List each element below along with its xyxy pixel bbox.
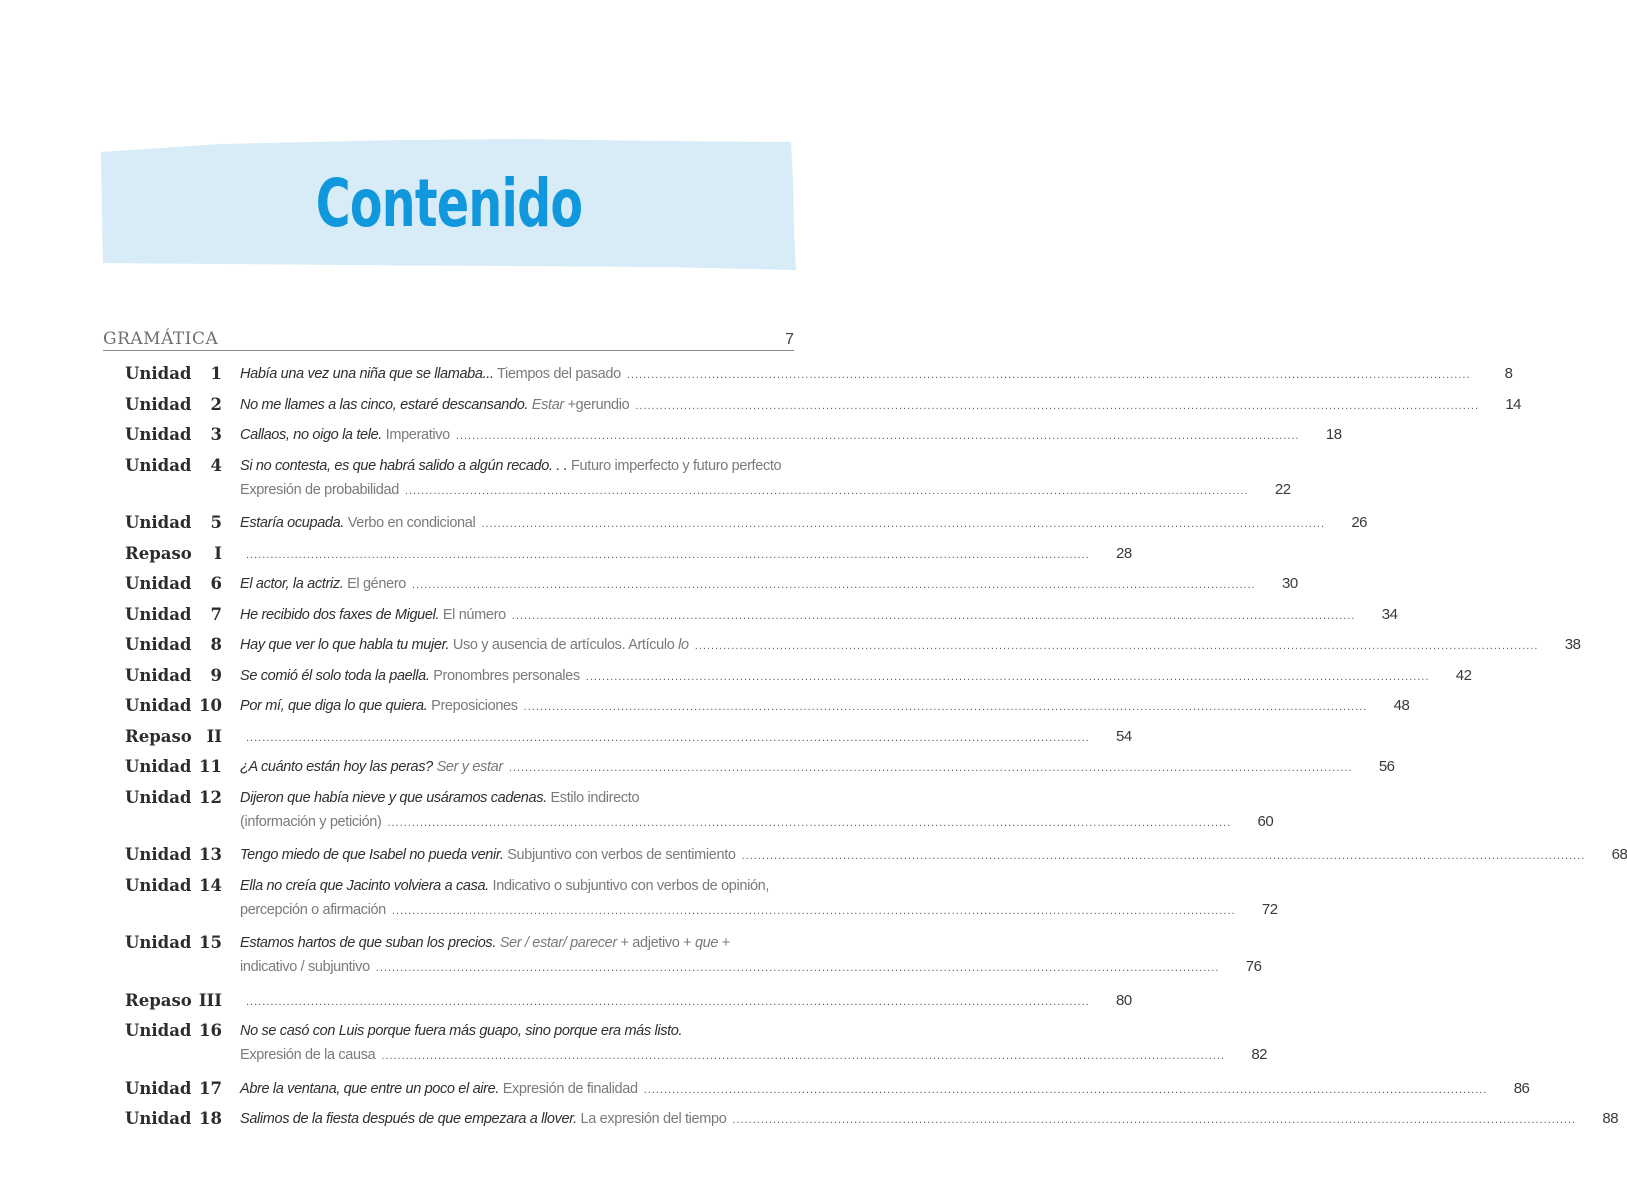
dot-leader	[481, 512, 1325, 536]
entry-number: 15	[199, 933, 222, 952]
grammar-topic: La expresión del tiempo	[576, 1111, 727, 1127]
entry-title	[240, 633, 689, 657]
entry-number: 7	[210, 604, 222, 624]
entry-line	[240, 786, 1273, 810]
grammar-topic: Verbo en condicional	[344, 515, 476, 531]
example-sentence: ¿A cuánto están hoy las peras?	[240, 759, 433, 775]
entry-kind: Unidad	[125, 845, 192, 864]
entry-line	[240, 362, 1513, 386]
entry-title	[240, 478, 399, 502]
grammar-topic: Ser / estar/ parecer	[496, 935, 617, 951]
grammar-topic: que	[694, 935, 719, 951]
entry-body	[240, 539, 1132, 566]
entry-line	[240, 725, 1132, 749]
grammar-topic: Expresión de la causa	[240, 1047, 376, 1063]
entry-number: 3	[210, 425, 222, 444]
entry-line	[240, 955, 1261, 979]
grammar-topic: El número	[439, 606, 506, 623]
toc-entry[interactable]	[103, 508, 1368, 539]
entry-line	[240, 423, 1342, 447]
example-sentence: Había una vez una niña que se llamaba...	[240, 366, 494, 382]
example-sentence: No me llames a las cinco, estaré descansando.	[240, 396, 529, 413]
dot-leader	[381, 1044, 1225, 1068]
entry-number: 13	[199, 845, 222, 864]
example-sentence: Estamos hartos de que suban los precios.	[240, 935, 497, 951]
toc-entry[interactable]	[103, 1074, 1530, 1105]
entry-number: 17	[199, 1078, 222, 1098]
entry-line	[240, 1043, 1267, 1067]
example-sentence: Si no contesta, es que habrá salido a algún recado. . .	[240, 457, 568, 474]
example-sentence: El actor, la actriz.	[240, 576, 344, 592]
toc-entry[interactable]	[103, 600, 1398, 631]
entry-body	[240, 600, 1397, 627]
dot-leader	[392, 899, 1236, 923]
entry-label	[103, 871, 240, 902]
entry-body	[240, 871, 1278, 922]
dot-leader	[695, 634, 1539, 658]
entry-title	[240, 694, 518, 718]
toc-entry[interactable]	[103, 1104, 1619, 1135]
page-number: 22	[1274, 480, 1291, 498]
entry-label	[103, 600, 240, 631]
dot-leader	[627, 363, 1471, 387]
page-title: Contenido	[315, 165, 583, 242]
entry-body	[240, 451, 1291, 502]
page-number: 34	[1381, 605, 1398, 623]
dot-leader	[405, 479, 1249, 503]
entry-body	[240, 508, 1367, 535]
entry-kind: Unidad	[125, 394, 192, 414]
entry-line	[240, 755, 1395, 779]
entry-label	[103, 569, 240, 600]
entry-line	[240, 664, 1471, 688]
grammar-topic: Estar	[528, 396, 564, 413]
example-sentence: Tengo miedo de que Isabel no pueda venir.	[240, 847, 504, 863]
entry-number: 6	[210, 574, 222, 593]
entry-label	[103, 691, 240, 722]
toc-entry[interactable]	[103, 986, 1132, 1017]
entry-number: 2	[210, 394, 222, 414]
entry-label	[103, 783, 240, 814]
entry-body	[240, 722, 1132, 749]
entry-line	[240, 572, 1298, 596]
dot-leader	[388, 811, 1232, 835]
dot-leader	[456, 424, 1300, 448]
entry-number: 9	[210, 665, 222, 685]
entry-label	[103, 1016, 240, 1047]
example-sentence: Ella no creía que Jacinto volviera a casa.	[240, 877, 489, 894]
entry-line	[240, 843, 1627, 867]
entry-kind: Unidad	[125, 875, 192, 895]
entry-kind: Unidad	[125, 1078, 192, 1098]
entry-line	[240, 454, 1291, 478]
entry-kind: Unidad	[125, 513, 192, 532]
entry-body	[240, 569, 1298, 596]
grammar-topic: Estilo indirecto	[546, 789, 640, 806]
entry-kind: Repaso	[125, 726, 192, 746]
section-page-number: 7	[785, 331, 794, 348]
toc-entry[interactable]	[103, 661, 1472, 692]
grammar-topic: Expresión de probabilidad	[240, 481, 399, 498]
entry-body	[240, 1016, 1267, 1067]
example-sentence: Abre la ventana, que entre un poco el aire.	[240, 1080, 500, 1097]
entry-number: 5	[210, 513, 222, 532]
toc-entry[interactable]	[103, 722, 1132, 753]
entry-line	[240, 989, 1132, 1013]
toc-entry[interactable]	[103, 359, 1513, 390]
entry-line	[240, 393, 1521, 417]
entry-line	[240, 511, 1367, 535]
entry-body	[240, 783, 1273, 834]
entry-label	[103, 539, 240, 570]
entry-body	[240, 630, 1580, 657]
entry-title	[240, 898, 386, 922]
entry-body	[240, 840, 1627, 867]
entry-body	[240, 1074, 1529, 1101]
entry-label	[103, 1074, 240, 1105]
toc-entry[interactable]	[103, 752, 1395, 783]
entry-number: 4	[210, 455, 222, 475]
entry-kind: Repaso	[125, 543, 192, 563]
grammar-topic: Tiempos del pasado	[493, 366, 621, 382]
entry-title	[240, 874, 769, 898]
toc-entry[interactable]	[103, 1016, 1268, 1067]
entry-line	[240, 633, 1580, 657]
entry-line	[240, 1019, 1267, 1043]
grammar-topic: Preposiciones	[427, 698, 518, 714]
entry-kind: Unidad	[125, 757, 192, 776]
page-number: 26	[1351, 514, 1368, 531]
entry-body	[240, 420, 1342, 447]
toc-entry[interactable]	[103, 871, 1278, 922]
entry-title	[240, 843, 736, 867]
entry-title	[240, 511, 475, 535]
grammar-topic: percepción o afirmación	[240, 901, 386, 918]
entry-kind: Unidad	[125, 933, 192, 952]
page-number: 38	[1564, 636, 1581, 653]
entry-kind: Unidad	[125, 635, 192, 654]
entry-number: 12	[199, 787, 222, 807]
entry-body	[240, 390, 1521, 417]
entry-number: II	[206, 726, 222, 746]
example-sentence: Por mí, que diga lo que quiera.	[240, 698, 428, 714]
page-number: 88	[1602, 1110, 1619, 1127]
grammar-topic: Futuro imperfecto y futuro perfecto	[567, 457, 782, 474]
grammar-topic: Ser y estar	[432, 759, 503, 775]
entry-label	[103, 986, 240, 1017]
example-sentence: Dijeron que había nieve y que usáramos cadenas.	[240, 789, 547, 806]
entry-title	[240, 1043, 375, 1067]
entry-body	[240, 359, 1513, 386]
entry-body	[240, 1104, 1618, 1131]
page-number: 42	[1455, 666, 1472, 684]
entry-title	[240, 931, 730, 955]
grammar-topic: (información y petición)	[240, 813, 382, 830]
dot-leader	[644, 1078, 1488, 1102]
page-number: 82	[1251, 1046, 1268, 1063]
page-number: 54	[1116, 727, 1132, 745]
entry-title	[240, 393, 629, 417]
grammar-topic: Expresión de finalidad	[499, 1080, 638, 1097]
grammar-topic: Indicativo o subjuntivo con verbos de opinión,	[488, 877, 770, 894]
entry-label	[103, 928, 240, 959]
dot-leader	[512, 604, 1356, 628]
example-sentence: Callaos, no oigo la tele.	[240, 427, 382, 443]
entry-line	[240, 810, 1273, 834]
entry-line	[240, 542, 1132, 566]
dot-leader	[246, 726, 1090, 750]
grammar-topic: Pronombres personales	[429, 667, 580, 684]
entry-body	[240, 661, 1471, 688]
dot-leader	[412, 573, 1256, 597]
entry-kind: Unidad	[125, 1021, 192, 1040]
entry-title	[240, 454, 781, 478]
page-number: 18	[1325, 426, 1342, 443]
entry-title	[240, 603, 506, 627]
entry-label	[103, 508, 240, 539]
example-sentence: Estaría ocupada.	[240, 515, 345, 531]
dot-leader	[246, 990, 1090, 1014]
entry-line	[240, 931, 1261, 955]
entry-number: 8	[210, 635, 222, 654]
entry-line	[240, 478, 1291, 502]
example-sentence: Hay que ver lo que habla tu mujer.	[240, 637, 450, 653]
entry-title	[240, 423, 450, 447]
grammar-topic: +gerundio	[563, 396, 630, 413]
toc-entry[interactable]	[103, 420, 1342, 451]
page-number: 56	[1378, 758, 1395, 775]
entry-label	[103, 661, 240, 692]
page-number: 28	[1116, 544, 1132, 562]
entry-kind: Unidad	[125, 455, 192, 475]
entry-title	[240, 664, 580, 688]
toc-entry[interactable]	[103, 840, 1627, 871]
section-header	[103, 322, 794, 351]
grammar-topic: + adjetivo +	[616, 935, 695, 951]
entry-title	[240, 755, 503, 779]
page-number: 68	[1611, 846, 1627, 863]
example-sentence: Se comió él solo toda la paella.	[240, 667, 430, 684]
entry-label	[103, 420, 240, 451]
example-sentence: He recibido dos faxes de Miguel.	[240, 606, 440, 623]
entry-label	[103, 630, 240, 661]
entry-label	[103, 359, 240, 390]
example-sentence: Salimos de la fiesta después de que empezara a llover.	[240, 1111, 577, 1127]
entry-number: 11	[199, 757, 222, 776]
entry-kind: Unidad	[125, 665, 192, 685]
entry-title	[240, 362, 621, 386]
entry-line	[240, 1077, 1529, 1101]
grammar-topic: indicativo / subjuntivo	[240, 959, 370, 975]
entry-body	[240, 986, 1132, 1013]
entry-kind: Unidad	[125, 1109, 192, 1128]
toc-entry[interactable]	[103, 691, 1410, 722]
entry-title	[240, 572, 406, 596]
entry-title	[240, 810, 382, 834]
dot-leader	[742, 844, 1586, 868]
entry-title	[240, 1019, 682, 1043]
entry-number: 14	[199, 875, 222, 895]
page-number: 8	[1504, 365, 1513, 382]
entry-number: I	[214, 543, 222, 563]
page-number: 60	[1257, 812, 1274, 830]
toc-entry[interactable]	[103, 390, 1522, 421]
toc-entry[interactable]	[103, 451, 1291, 502]
dot-leader	[509, 756, 1353, 780]
entry-label	[103, 451, 240, 482]
entry-kind: Repaso	[125, 990, 192, 1010]
entry-kind: Unidad	[125, 604, 192, 624]
dot-leader	[524, 695, 1368, 719]
entry-title	[240, 786, 639, 810]
entry-number: 18	[199, 1109, 222, 1128]
entry-line	[240, 694, 1409, 718]
entry-line	[240, 1107, 1618, 1131]
page-number: 30	[1282, 575, 1298, 592]
section-title: GRAMÁTICA	[103, 329, 219, 349]
entry-label	[103, 390, 240, 421]
entry-kind: Unidad	[125, 364, 192, 383]
entry-line	[240, 898, 1278, 922]
dot-leader	[586, 665, 1430, 689]
page-number: 48	[1393, 697, 1410, 714]
dot-leader	[732, 1108, 1576, 1132]
entry-number: III	[198, 990, 222, 1010]
entry-label	[103, 752, 240, 783]
grammar-topic: lo	[678, 637, 689, 653]
toc-entries	[103, 359, 1627, 1135]
title-banner	[101, 138, 797, 272]
page-number: 76	[1245, 958, 1262, 975]
toc-entry[interactable]	[103, 928, 1262, 979]
entry-number: 1	[210, 364, 222, 383]
entry-kind: Unidad	[125, 787, 192, 807]
grammar-topic: +	[718, 935, 730, 951]
page-number: 86	[1513, 1079, 1530, 1097]
toc-entry[interactable]	[103, 630, 1581, 661]
entry-number: 16	[199, 1021, 222, 1040]
entry-body	[240, 691, 1409, 718]
entry-line	[240, 603, 1397, 627]
page-number: 80	[1116, 991, 1132, 1009]
entry-kind: Unidad	[125, 696, 192, 715]
entry-body	[240, 928, 1261, 979]
entry-kind: Unidad	[125, 425, 192, 444]
entry-title	[240, 1107, 726, 1131]
entry-number: 10	[199, 696, 222, 715]
example-sentence: No se casó con Luis porque fuera más guapo, sino porque era más listo.	[240, 1023, 683, 1039]
entry-label	[103, 1104, 240, 1135]
entry-label	[103, 722, 240, 753]
dot-leader	[635, 394, 1479, 418]
grammar-topic: Imperativo	[382, 427, 450, 443]
dot-leader	[376, 956, 1220, 980]
grammar-topic: Subjuntivo con verbos de sentimiento	[503, 847, 736, 863]
grammar-topic: Uso y ausencia de artículos. Artículo	[449, 637, 679, 653]
table-of-contents	[103, 322, 1627, 1135]
grammar-topic: El género	[343, 576, 407, 592]
entry-title	[240, 955, 370, 979]
page-number: 14	[1505, 395, 1522, 413]
entry-body	[240, 752, 1395, 779]
page-number: 72	[1261, 900, 1278, 918]
entry-label	[103, 840, 240, 871]
dot-leader	[246, 543, 1090, 567]
toc-entry[interactable]	[103, 783, 1274, 834]
toc-entry[interactable]	[103, 539, 1132, 570]
entry-line	[240, 874, 1278, 898]
entry-kind: Unidad	[125, 574, 192, 593]
entry-title	[240, 1077, 638, 1101]
toc-entry[interactable]	[103, 569, 1298, 600]
